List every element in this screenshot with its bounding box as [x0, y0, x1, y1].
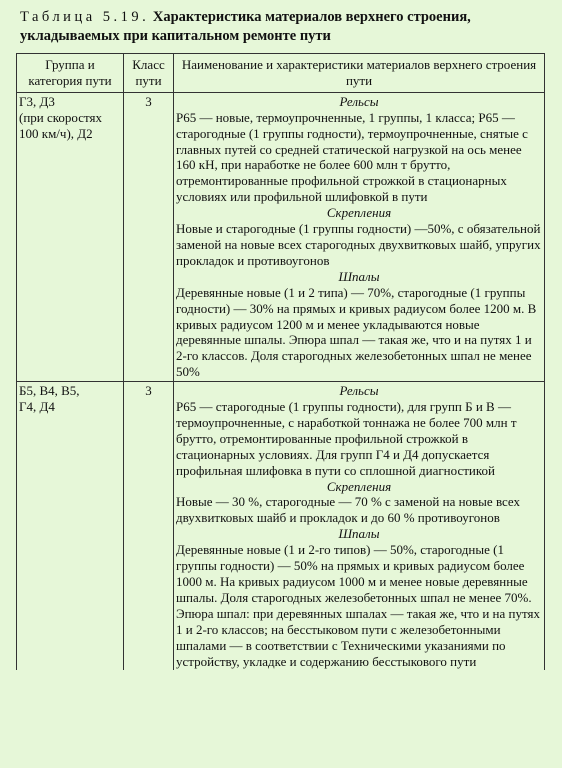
rails-text: Р65 — старогодные (1 группы годности), для групп Б и В — термоупрочненные, с наработкой тоннажа не более 700 млн т брутто, отремонтированные профильной строжкой в стационарных условиях. Для групп Г4 и Д4 допускается профильная шлифовка в пути со сплошной диагностикой	[176, 399, 517, 478]
header-row	[17, 54, 545, 93]
header-materials: Наименование и характеристики материалов верхнего строения пути	[174, 54, 545, 93]
table-caption	[20, 8, 555, 46]
fastenings-heading: Скрепления	[326, 205, 392, 221]
header-group: Группа и категория пути	[17, 54, 124, 93]
sleepers-heading: Шпалы	[338, 268, 380, 284]
sleepers-text: Деревянные новые (1 и 2-го типов) — 50%, старогодные (1 группы годности) — 50% на прямых и кривых радиусом более 1000 м. На кривых радиусом 1000 м и менее новые деревянные шпалы. Доля старогодных железобетонных шпал не менее 70%. Эпюра шпал: при деревянных шпалах — такая же, что и на путях 1 и 2-го классов; на бесстыковом пути с железобетонными шпалами — в соответствии с Техническими указаниями по устройству, укладке и содержанию бесстыкового пути	[176, 542, 540, 669]
fastenings-text: Новые — 30 %, старогодные — 70 % с заменой на новые всех двухвитковых шайб и прокладок и до 60 % противоугонов	[176, 494, 521, 526]
materials-cell	[174, 92, 545, 381]
rails-heading: Рельсы	[339, 93, 379, 109]
table-number: Таблица 5.19.	[20, 9, 150, 25]
sleepers-text: Деревянные новые (1 и 2 типа) — 70%, старогодные (1 группы годности) — 30% на прямых и кривых радиусом более 1200 м. В кривых радиусом 1200 м и менее укладываются новые деревянные шпалы. Эпюра шпал — такая же, что и на путях 1 и 2-го классов. Доля старогодных железобетонных шпал не менее 50%	[176, 284, 537, 380]
table-title: Характеристика материалов верхнего строения, укладываемых при капитальном ремонте пути	[20, 9, 471, 44]
group-cell: Б5, В4, В5, Г4, Д4	[17, 382, 124, 671]
sleepers-heading: Шпалы	[338, 526, 380, 542]
class-cell: 3	[124, 382, 174, 671]
group-cell: Г3, Д3 (при скоростях 100 км/ч), Д2	[17, 92, 124, 381]
fastenings-text: Новые и старогодные (1 группы годности) —50%, с обязательной заменой на новые всех старогодных двухвитковых шайб, упругих прокладок и противоугонов	[176, 221, 541, 268]
fastenings-heading: Скрепления	[326, 478, 392, 494]
class-cell: 3	[124, 92, 174, 381]
materials-table	[16, 53, 545, 670]
table-row	[17, 382, 545, 671]
rails-heading: Рельсы	[339, 383, 379, 399]
table-row	[17, 92, 545, 381]
header-class: Класс пути	[124, 54, 174, 93]
rails-text: Р65 — новые, термоупрочненные, 1 группы, 1 класса; Р65 — старогодные (1 группы годности), термоупрочненные, снятые с главных путей со средней статической нагрузкой на ось менее 160 кН, при наработке не более 600 млн т брутто, отремонтированные профильной строжкой в стационарных условиях или профильной шлифовкой в пути	[176, 109, 528, 205]
materials-cell	[174, 382, 545, 671]
